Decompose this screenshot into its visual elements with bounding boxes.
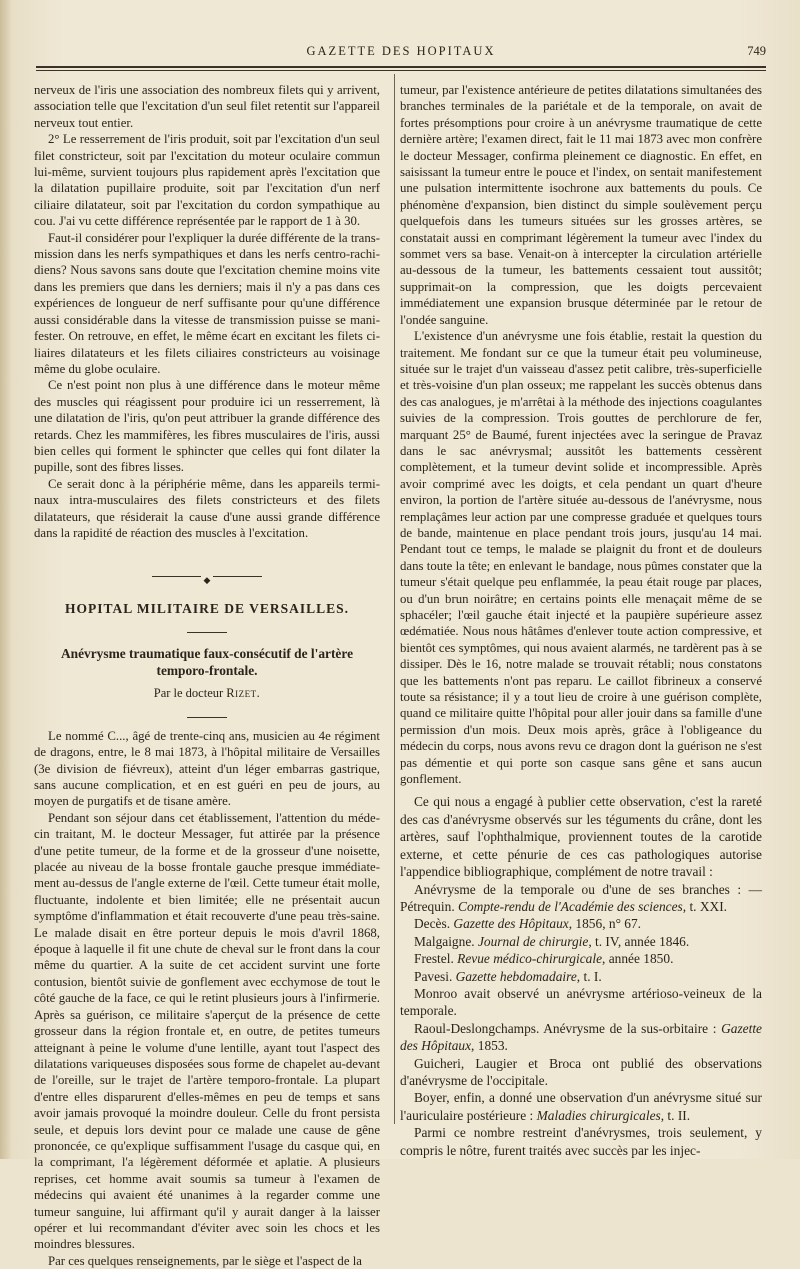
reference-source: Gazette des Hôpitaux (453, 916, 569, 932)
header-rule-thick (36, 66, 766, 68)
bibliography-entry (400, 1055, 762, 1090)
bibliography-entry (400, 1089, 762, 1124)
reference-author: Frestel. (414, 951, 458, 967)
short-rule (187, 717, 227, 718)
bibliography-entry (400, 1020, 762, 1055)
reference-source: Journal de chirurgie (477, 933, 589, 949)
section-heading: HOPITAL MILITAIRE DE VERSAILLES. (64, 601, 350, 617)
page-number: 749 (747, 44, 766, 58)
reference-detail: , t. I. (576, 968, 602, 984)
short-rule (187, 632, 227, 633)
journal-title: GAZETTE DES HOPITAUX (306, 44, 496, 58)
bibliography-list (400, 881, 762, 1160)
reference-detail: , 1853. (471, 1038, 508, 1054)
column-divider (394, 74, 395, 1124)
paragraph: nerveux de l'iris une association des nombreux filets qui y arrivent, association telle que l'excitation d'un seul filet retentit sur l'appareil nerveux tout entier. (34, 83, 380, 130)
byline-prefix: Par le docteur (153, 685, 224, 700)
bibliography-entry (400, 881, 762, 916)
separator-ornament-icon: ◆ (201, 575, 214, 585)
bibliography-entry (400, 985, 762, 1020)
bibliography-entry (400, 933, 762, 950)
reference-source: Maladies chirurgicales (536, 1107, 661, 1123)
reference-author: Boyer, enfin, a donné une observation d'un anévrysme situé sur l'auriculaire postérieure : (400, 1090, 762, 1123)
paragraph: Ce qui nous a engagé à publier cette observation, c'est la rareté des cas d'anévrysme observés sur les téguments du crâne, dont les artères, sauf l'ophthalmique, proviennent toutes de la carotide externe, et cette pénurie de ces cas pathologiques autorise l'appendice bibliographique, complément de notre travail : (400, 794, 762, 880)
reference-author: Monroo avait observé un anévrysme artérioso-veineux de la temporale. (400, 985, 762, 1019)
reference-detail: , t. XXI. (682, 898, 728, 914)
section-separator (34, 571, 380, 586)
reference-detail: , 1856, n° 67. (568, 916, 642, 932)
reference-source: Compte-rendu de l'Académie des sciences (458, 898, 683, 914)
reference-detail: , t. IV, année 1846. (588, 933, 690, 949)
bibliography-entry (400, 1124, 762, 1159)
author-name: Rizet. (226, 685, 261, 700)
right-column (400, 82, 762, 1159)
running-header (36, 44, 766, 64)
reference-author: Anévrysme de la temporale ou d'une de ses branches : — Pétrequin. (400, 881, 762, 914)
byline (34, 685, 380, 701)
reference-source: Revue médico-chirurgicale (457, 951, 603, 967)
bibliography-entry (400, 915, 762, 932)
reference-author: Decès. (414, 916, 454, 932)
bibliography-entry (400, 950, 762, 967)
paragraph: Le nommé C..., âgé de trente-cinq ans, musicien au 4e régiment de dragons, entre, le 8 mai 1873, à l'hôpital militaire de Versailles (3e division de fiévreux), atteint d'un léger embarras gastrique, sans aucune complication, et en est guéri en peu de jours, au moyen de purgatifs et de tisane amère. (34, 728, 380, 809)
reference-author: Parmi ce nombre restreint d'anévrysmes, trois seulement, y compris le nôtre, furent traités avec succès par les injec- (400, 1125, 762, 1158)
paragraph: Ce serait donc à la périphérie même, dans les appareils terminaux intra-musculaires des filets constricteurs et des filets dilatateurs, que résiderait la cause d'une aussi grande différence dans la rapidité de réaction des muscles à l'excitation. (34, 476, 380, 540)
paragraph: Par ces quelques renseignements, par le siège et l'aspect de la (48, 1253, 362, 1268)
reference-source: Gazette des Hôpitaux (400, 1020, 762, 1054)
reference-author: Pavesi. (414, 968, 456, 984)
reference-detail: , t. II. (660, 1107, 691, 1123)
paragraph: Faut-il considérer pour l'expliquer la durée différente de la transmission dans les nerfs sympathiques et dans les nerfs centro-rachidiens? Nous savons sans doute que l'excitation chemine moins vite dans les premiers que dans les derniers; mais il n'y a pas dans ces expériences de longueur de nerf suffisante pour qu'une différence aussi considérable dans la vitesse de transmission puisse se manifester. On retrouve, en effet, le même écart en excitant les filets ciliaires dilatateurs et les filets ciliaires constricteurs au voisinage même du globe oculaire. (34, 230, 380, 376)
reference-author: Guicheri, Laugier et Broca ont publié des observations d'anévrysme de l'occipitale. (400, 1055, 762, 1088)
paragraph: 2° Le resserrement de l'iris produit, soit par l'excitation d'un seul filet constricteur, soit par l'excitation du moteur oculaire commun lui-même, survient toujours plus rapidement après l'excitation que la dilatation pupillaire produite, soit par l'excitation d'un nerf ciliaire dilatateur, soit par l'excitation du cordon sympathique au cou. J'ai vu cette différence représentée par le rapport de 1 à 30. (34, 132, 380, 229)
paragraph: tumeur, par l'existence antérieure de petites dilatations simultanées des branches terminales de la pariétale et de la temporale, on avait de fortes présomptions pour croire à un anévrysme traumatique de cette dernière artère; l'examen direct, fait le 11 mai 1873 avec mon confrère le docteur Messager, confirma pleinement ce diagnostic. En effet, en saisissant la tumeur entre le pouce et l'index, on sentait manifestement une pulsation intermittente isochrone aux battements du pouls. Ce phénomène d'expansion, bien distinct du simple soulèvement perçu quelquefois dans les tumeurs situées sur les grosses artères, se constatait aussi en comprimant légèrement la tumeur avec l'index du sommet vers sa base. Venait-on à intercepter la circulation artérielle au-dessous de la tumeur, les battements cessaient tout aussitôt; supprimait-on la compression, que les doigts percevaient immédiatement une expansion brusque déterminée par le retour de l'ondée sanguine. (400, 83, 762, 327)
header-rule-thin (36, 70, 766, 71)
paragraph: Pendant son séjour dans cet établissement, l'attention du médecin traitant, M. le docteur Messager, fut attirée par la présence d'une petite tumeur, de la forme et de la grosseur d'une noisette, placée au niveau de la bosse frontale gauche presque immédiatement au-dessus de l'angle externe de l'œil. Cette tumeur était molle, fluctuante, indolente et bien limitée; elle ne présentait aucun symptôme d'inflammation et était recouverte d'une peau très-saine. Le malade disait en être porteur depuis le mois d'avril 1868, époque à laquelle il fit une chute de cheval sur le front dans la cour même du quartier. A la suite de cet accident survint une forte contusion, bientôt suivie de gonflement avec ecchymose de tout le côté gauche de la face, ce qui le retint plusieurs jours à l'infirmerie. Après sa guérison, ce militaire s'aperçut de la présence de cette grosseur dans la région frontale et, en outre, de petites tumeurs atteignant à peine le volume d'une lentille, ayant tout l'aspect des dilatations variqueuses disposées sous forme de chapelet au-devant de l'oreille, sur le trajet de l'artère temporo-frontale. La plupart d'entre elles disparurent d'elles-mêmes en peu de temps et sans avoir jamais provoqué la moindre douleur. Celle du front persista seule, et depuis lors devint pour ce malade une cause de gêne prononcée, ce qu'explique suffisamment l'usage du casque qui, en la comprimant, l'a légèrement déformée et aplatie. A plusieurs reprises, cet homme avait soumis sa tumeur à l'examen de médecins qui avaient été unanimes à la regarder comme une tumeur sanguine, lui affirmant qu'il y aurait danger à la laisser opérer et lui recommandant d'éviter avec soin les chocs et les moindres blessures. (34, 810, 380, 1252)
paragraph: L'existence d'un anévrysme une fois établie, restait la question du traitement. Me fondant sur ce que la tumeur était peu volumineuse, située sur le trajet d'un vaisseau d'assez petit calibre, très-superficielle et très-voisine d'un plan osseux; me rappelant les succès obtenus dans des cas analogues, je m'arrêtai à la méthode des injections coagulantes suivies de la compression. Trois gouttes de perchlorure de fer, marquant 25° de Baumé, furent injectées avec la seringue de Pravaz dans le sac anévrysmal; aussitôt les battements cessèrent complètement, et la tumeur devint solide et incompressible. Après avoir comprimé avec les doigts, et cela pendant un quart d'heure environ, la portion de l'artère située au-dessous de l'anévrysme, nous remplaçâmes leur action par une compresse graduée et quelques tours de bande, maintenue en place pendant trois jours, jusqu'au 14 mai. Pendant tout ce temps, le malade se plaignit du front et de douleurs dans toute la tête; en enlevant le bandage, nous pûmes constater que la tumeur s'était quelque peu enflammée, la peau était rouge par places, ou d'un brun noirâtre; en certains points elle menaçait même de se sphacéler; l'œil gauche était injecté et la paupière supérieure assez œdématiée. Nous nous hâtâmes d'enlever toute action compressive, et bientôt ces symptômes, qui nous avaient alarmés, ne tardèrent pas à se dissiper. Dès le 16, notre malade se trouvait rétabli; nous constatons que les battements n'ont pas reparu. Le caillot fibrineux a conservé toute sa résistance; il y a tout lieu de croire à une guérison complète, quand ce militaire quitte l'hôpital pour aller jouir dans sa famille d'une permission d'un mois. Deux mois après, grâce à l'obligeance du médecin du corps, nous avons revu ce dragon dont la guérison ne s'est pas démentie et qui porte son casque sans gêne et sans aucun gonflement. (400, 329, 762, 787)
left-column (34, 82, 380, 1269)
reference-source: Gazette hebdomadaire (455, 968, 577, 984)
paragraph: Ce n'est point non plus à une différence dans le moteur même des muscles qui réagissent pour produire ici un resserrement, là une dilatation de l'iris, qu'on peut attribuer la grande différence des retards. Chez les mammifères, les fibres musculaires de l'iris, aussi bien celles qui forment le sphincter que celles qui font dilater la pupille, sont des fibres lisses. (34, 378, 380, 475)
page-spine-shadow (0, 0, 12, 1159)
bibliography-entry (400, 968, 762, 985)
reference-author: Malgaigne. (414, 933, 478, 949)
reference-author: Raoul-Deslongchamps. Anévrysme de la sus-orbitaire : (414, 1020, 722, 1036)
reference-detail: , année 1850. (602, 951, 674, 967)
article-title: Anévrysme traumatique faux-consécutif de l'artère temporo-frontale. (60, 645, 354, 678)
